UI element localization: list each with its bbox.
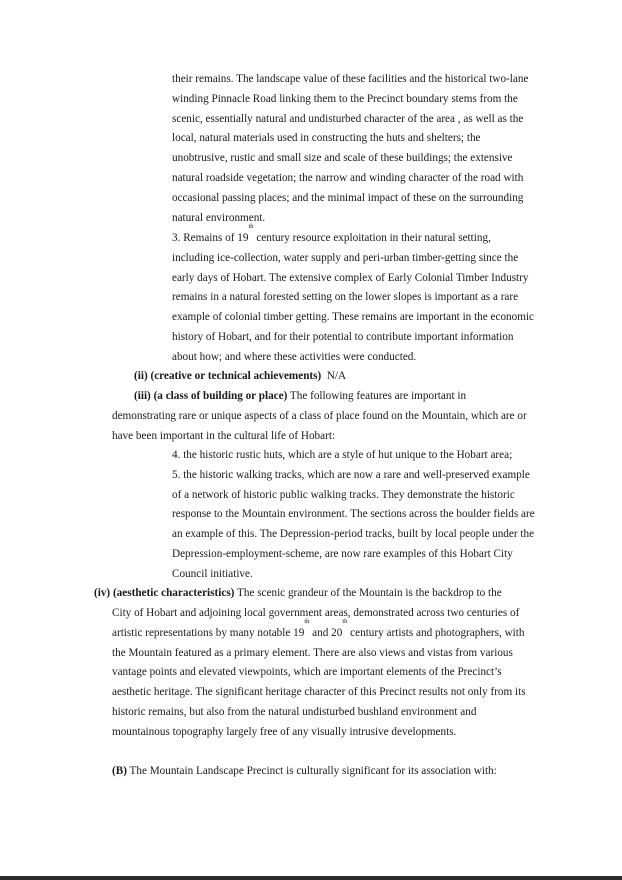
text-line: of a network of historic public walking tracks. They demonstrate the historic	[172, 488, 515, 501]
text-line	[134, 367, 346, 387]
text-line: the Mountain featured as a primary element. There are also views and vistas from various	[112, 646, 513, 659]
text-line: Council initiative.	[172, 567, 253, 580]
text-line: unobtrusive, rustic and small size and scale of these buildings; the extensive	[172, 152, 513, 165]
text-line: remains in a natural forested setting on the lower slopes is important as a rare	[172, 291, 519, 304]
item-4-huts: 4. the historic rustic huts, which are a style of hut unique to the Hobart area;	[172, 449, 513, 461]
landscape-value-paragraph	[172, 70, 528, 228]
text-line: vantage points and elevated viewpoints, which are important elements of the Precinct’s	[112, 666, 502, 679]
text-line: demonstrating rare or unique aspects of a class of place found on the Mountain, which are or	[112, 410, 527, 422]
superscript: th	[304, 617, 310, 625]
text-line: an example of this. The Depression-period tracks, built by local people under the	[172, 528, 535, 541]
item-3-resource-exploitation	[172, 223, 535, 368]
superscript: th	[342, 617, 348, 625]
item-3-rest: century resource exploitation in their natural setting,	[253, 232, 491, 244]
criterion-iv-body	[112, 604, 526, 743]
text-line	[134, 387, 466, 407]
text-line: local, natural materials used in constructing the huts and shelters; the	[172, 132, 481, 145]
text-line: winding Pinnacle Road linking them to the Precinct boundary stems from the	[172, 92, 518, 105]
text-line: historic remains, but also from the natural undisturbed bushland environment and	[112, 705, 477, 718]
text-span: and 20	[309, 626, 343, 639]
criterion-iii-heading: (iii) (a class of building or place)	[134, 390, 288, 402]
text-line: history of Hobart, and for their potential to contribute important information	[172, 330, 514, 343]
text-line	[112, 617, 526, 644]
text-line: their remains. The landscape value of these facilities and the historical two-lane	[172, 73, 529, 85]
text-line: mountainous topography largely free of any visually intrusive developments.	[112, 725, 457, 738]
criterion-iii-body	[112, 407, 527, 447]
section-b	[112, 762, 497, 782]
criterion-iv-heading: (iv) (aesthetic characteristics)	[94, 587, 235, 599]
text-line: about how; and where these activities were conducted.	[172, 350, 417, 363]
text-span: artistic representations by many notable 19	[112, 626, 305, 639]
section-b-heading: (B)	[112, 765, 127, 777]
criterion-ii	[134, 367, 346, 387]
text-line: natural roadside vegetation; the narrow and winding character of the road with	[172, 171, 524, 184]
text-line: Depression-employment-scheme, are now rare examples of this Hobart City	[172, 547, 513, 560]
text-line: aesthetic heritage. The significant heritage character of this Precinct results not only from its	[112, 686, 526, 699]
page-bottom-edge	[0, 876, 622, 880]
text-line	[172, 223, 534, 249]
criterion-iii-first-line	[134, 387, 466, 407]
section-b-text: The Mountain Landscape Precinct is culturally significant for its association with:	[126, 765, 497, 777]
text-line: including ice-collection, water supply and peri-urban timber-getting since the	[172, 251, 519, 264]
text-line: have been important in the cultural life of Hobart:	[112, 429, 336, 442]
criterion-iv-first-line	[94, 584, 502, 604]
text-line: scenic, essentially natural and undisturbed character of the area , as well as the	[172, 112, 524, 125]
text-line: natural environment.	[172, 211, 266, 224]
criterion-iv-text: The scenic grandeur of the Mountain is the backdrop to the	[234, 587, 502, 599]
text-line: occasional passing places; and the minimal impact of these on the surrounding	[172, 191, 524, 204]
criterion-ii-text: N/A	[321, 370, 347, 382]
text-line: response to the Mountain environment. The sections across the boulder fields are	[172, 508, 535, 521]
text-line: example of colonial timber getting. These remains are important in the economic	[172, 311, 535, 324]
text-line: early days of Hobart. The extensive complex of Early Colonial Timber Industry	[172, 271, 529, 284]
criterion-ii-heading: (ii) (creative or technical achievements)	[134, 370, 322, 382]
text-line: City of Hobart and adjoining local government areas, demonstrated across two centuries of	[112, 607, 520, 619]
superscript: th	[248, 223, 254, 230]
text-line	[112, 762, 497, 782]
text-span: century artists and photographers, with	[347, 626, 525, 639]
criterion-iii-text: The following features are important in	[287, 390, 467, 402]
text-line	[94, 584, 502, 604]
text-line: 5. the historic walking tracks, which are now a rare and well-preserved example	[172, 468, 530, 481]
item-3-lead: 3. Remains of 19	[172, 232, 249, 244]
items-4-5	[172, 446, 535, 585]
